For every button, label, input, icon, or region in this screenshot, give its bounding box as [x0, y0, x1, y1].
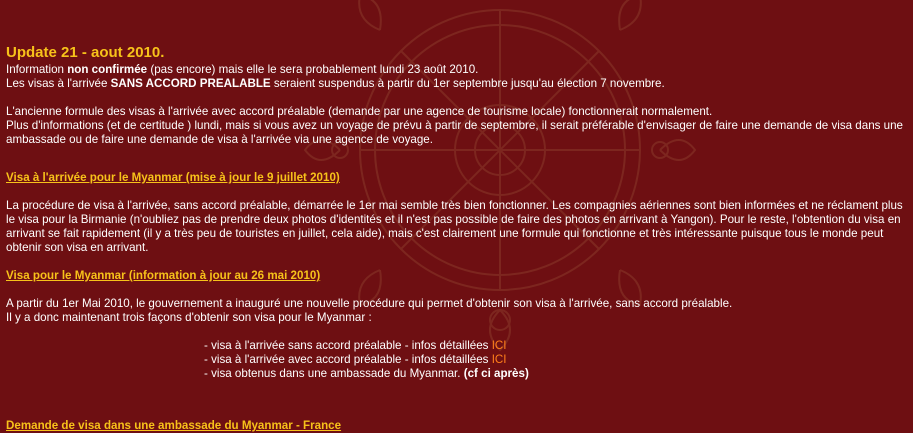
update-title: Update 21 - aout 2010.	[6, 44, 165, 61]
update-line-1-bold: non confirmée	[67, 63, 148, 76]
update-line-1	[6, 63, 906, 77]
update-line-1-c: (pas encore) mais elle le sera probablement lundi 23 août 2010.	[147, 63, 479, 76]
update-line-2-a: Les visas à l'arrivée	[6, 77, 111, 90]
visa-myanmar-text-2: Il y a donc maintenant trois façons d'obtenir son visa pour le Myanmar :	[6, 311, 372, 324]
visa-option-3-bold: (cf ci après)	[463, 367, 529, 380]
visa-myanmar-text-1: A partir du 1er Mai 2010, le gouvernement a inauguré une nouvelle procédure qui permet d'obtenir son visa à l'arrivée, sans accord préalable.	[6, 297, 733, 310]
update-line-2-bold: SANS ACCORD PREALABLE	[110, 77, 271, 90]
visa-option-2-link[interactable]: ICI	[491, 353, 507, 366]
embassy-visa-link[interactable]: Demande de visa dans une ambassade du Myanmar - France	[6, 419, 342, 432]
visa-arrival-link[interactable]: Visa à l'arrivée pour le Myanmar (mise à jour le 9 juillet 2010)	[6, 171, 340, 184]
update-line-2-c: seraient suspendus à partir du 1er septembre jusqu'au élection 7 novembre.	[270, 77, 665, 90]
visa-option-2-text: - visa à l'arrivée avec accord préalable - infos détaillées	[204, 353, 492, 366]
update-line-1-a: Information	[6, 63, 68, 76]
update-paragraph-2: L'ancienne formule des visas à l'arrivée avec accord préalable (demande par une agence de tourisme locale) fonctionnerait normalement.	[6, 105, 713, 118]
visa-myanmar-link[interactable]: Visa pour le Myanmar (information à jour au 26 mai 2010)	[6, 269, 321, 282]
visa-option-3-text: - visa obtenus dans une ambassade du Myanmar.	[204, 367, 464, 380]
main-content	[6, 44, 906, 433]
visa-option-1-link[interactable]: ICI	[491, 339, 507, 352]
visa-option-3	[204, 367, 906, 381]
visa-option-1-text: - visa à l'arrivée sans accord préalable - infos détaillées	[204, 339, 492, 352]
visa-option-1	[204, 339, 906, 353]
update-line-2	[6, 77, 906, 91]
update-paragraph-3: Plus d'informations (et de certitude ) lundi, mais si vous avez un voyage de prévu à partir de septembre, il serait préférable d'envisager de faire une demande de visa dans une ambassade ou de faire une demande de visa à l'arrivée via une agence de voyage.	[6, 119, 904, 146]
visa-options-list	[204, 339, 906, 381]
visa-arrival-text: La procédure de visa à l'arrivée, sans accord préalable, démarrée le 1er mai semble très bien fonctionner. Les compagnies aériennes sont bien informées et ne réclament plus le visa pour la Birmanie (n'oubliez pas de prendre deux photos d'identités et il n'est pas possible de faire des photos en arrivant à Yangon). Pour le reste, l'obtention du visa en arrivant se fait rapidement (il y a très peu de touristes en juillet, cela aide), mais c'est clairement une formule qui fonctionne et très intéressante puisque tous le monde peut obtenir son visa en arrivant.	[6, 199, 903, 254]
visa-option-2	[204, 353, 906, 367]
